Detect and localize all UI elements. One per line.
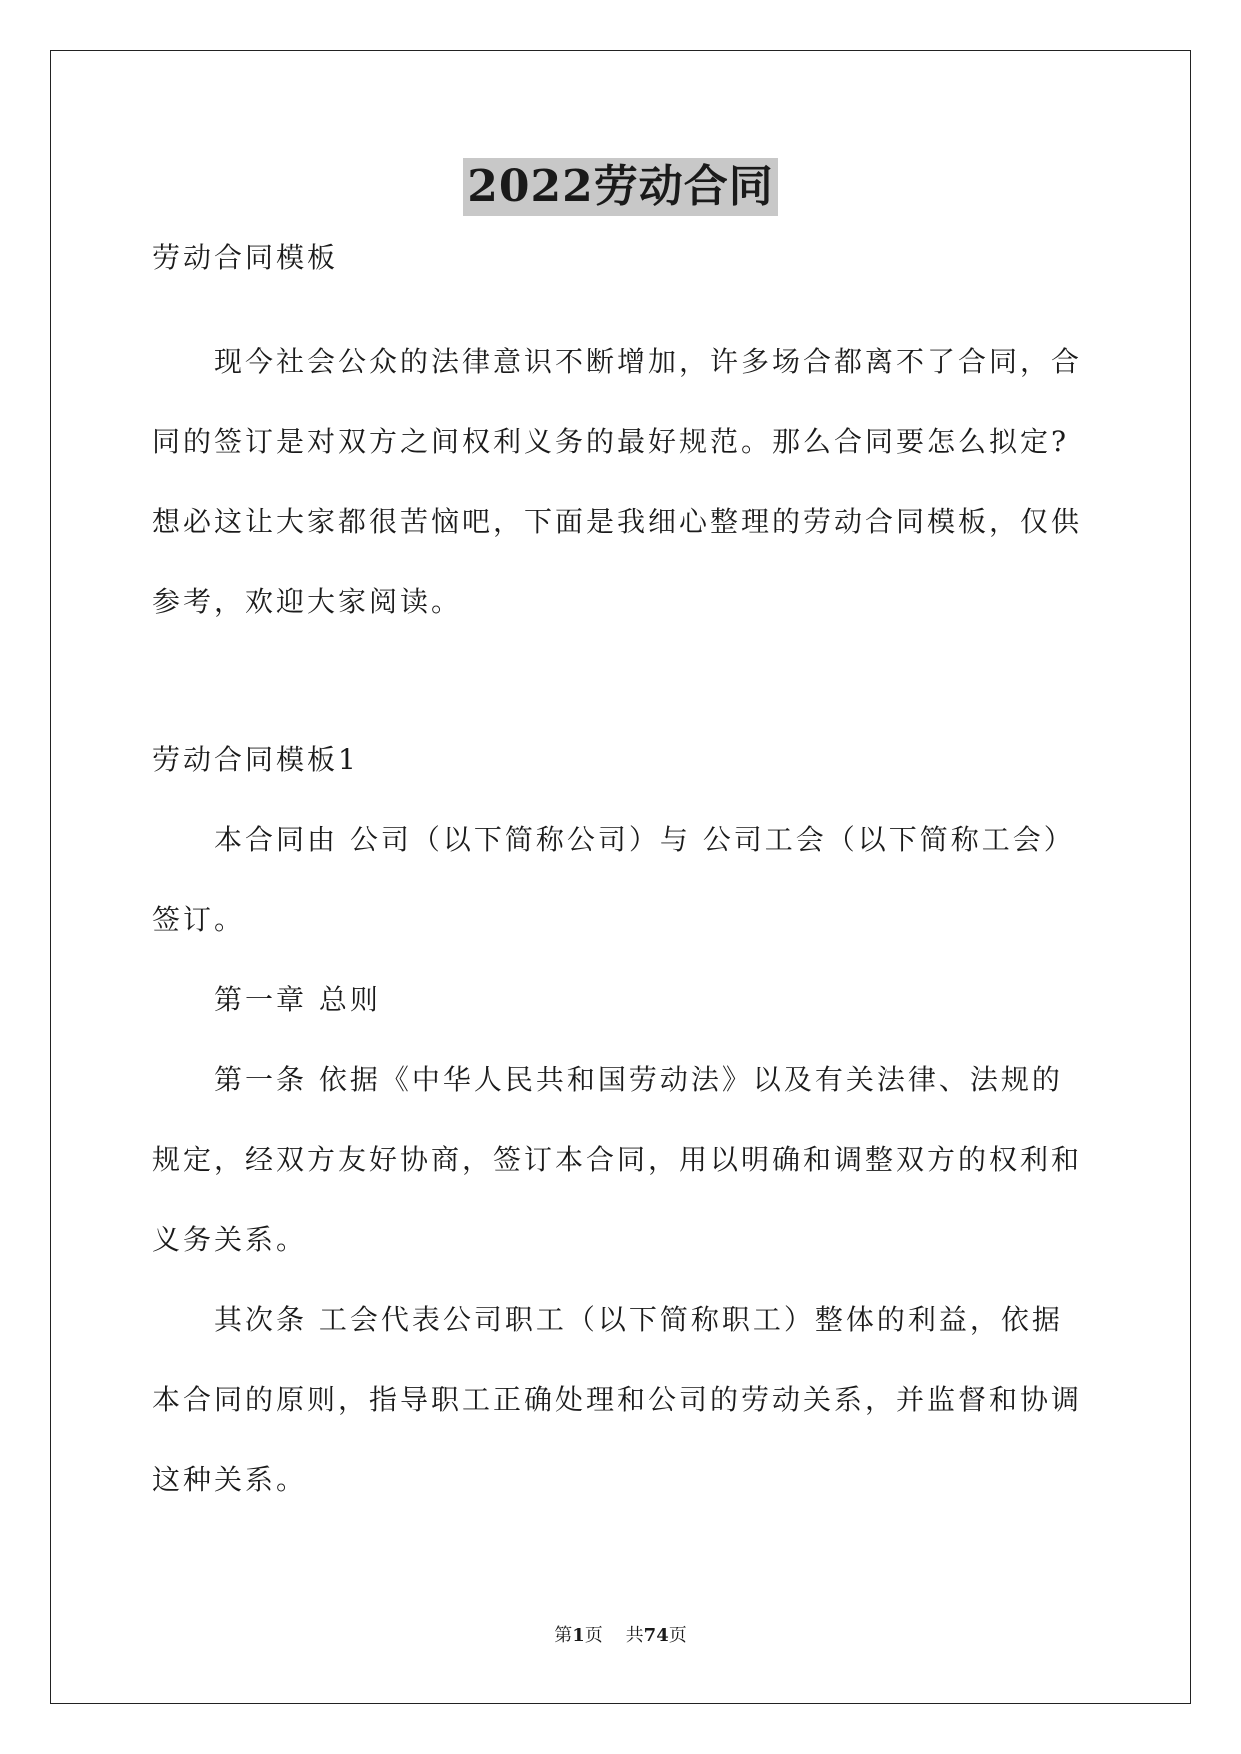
text-line: 这种关系。 (152, 1463, 308, 1496)
text-line: 本合同由 公司（以下简称公司）与 公司工会（以下简称工会） (152, 823, 1075, 856)
text-line: 本合同的原则，指导职工正确处理和公司的劳动关系，并监督和协调 (152, 1383, 1083, 1416)
page-footer (0, 1624, 1241, 1648)
page-prefix: 第 (554, 1625, 573, 1646)
text-line: 劳动合同模板 (152, 241, 339, 274)
total-prefix: 共 (625, 1625, 644, 1646)
page-border (50, 50, 1191, 1704)
text-line: 想必这让大家都很苦恼吧，下面是我细心整理的劳动合同模板，仅供 (152, 505, 1083, 538)
text-line: 第一条 依据《中华人民共和国劳动法》以及有关法律、法规的 (152, 1063, 1063, 1096)
text-line: 劳动合同模板1 (152, 743, 359, 776)
page-number: 1 (572, 1625, 585, 1646)
text-line: 规定，经双方友好协商，签订本合同，用以明确和调整双方的权利和 (152, 1143, 1083, 1176)
text-line: 义务关系。 (152, 1223, 308, 1256)
text-line: 第一章 总则 (152, 983, 381, 1016)
text-line: 参考，欢迎大家阅读。 (152, 585, 463, 618)
text-line: 其次条 工会代表公司职工（以下简称职工）整体的利益，依据 (152, 1303, 1063, 1336)
text-line: 同的签订是对双方之间权利义务的最好规范。那么合同要怎么拟定? (152, 425, 1070, 458)
text-line: 现今社会公众的法律意识不断增加，许多场合都离不了合同，合 (152, 345, 1083, 378)
total-pages: 74 (643, 1625, 669, 1646)
text-line: 签订。 (152, 903, 246, 936)
title-container (0, 158, 1241, 216)
page-suffix: 页 (584, 1625, 603, 1646)
total-suffix: 页 (668, 1625, 687, 1646)
document-title: 2022劳动合同 (463, 158, 777, 216)
